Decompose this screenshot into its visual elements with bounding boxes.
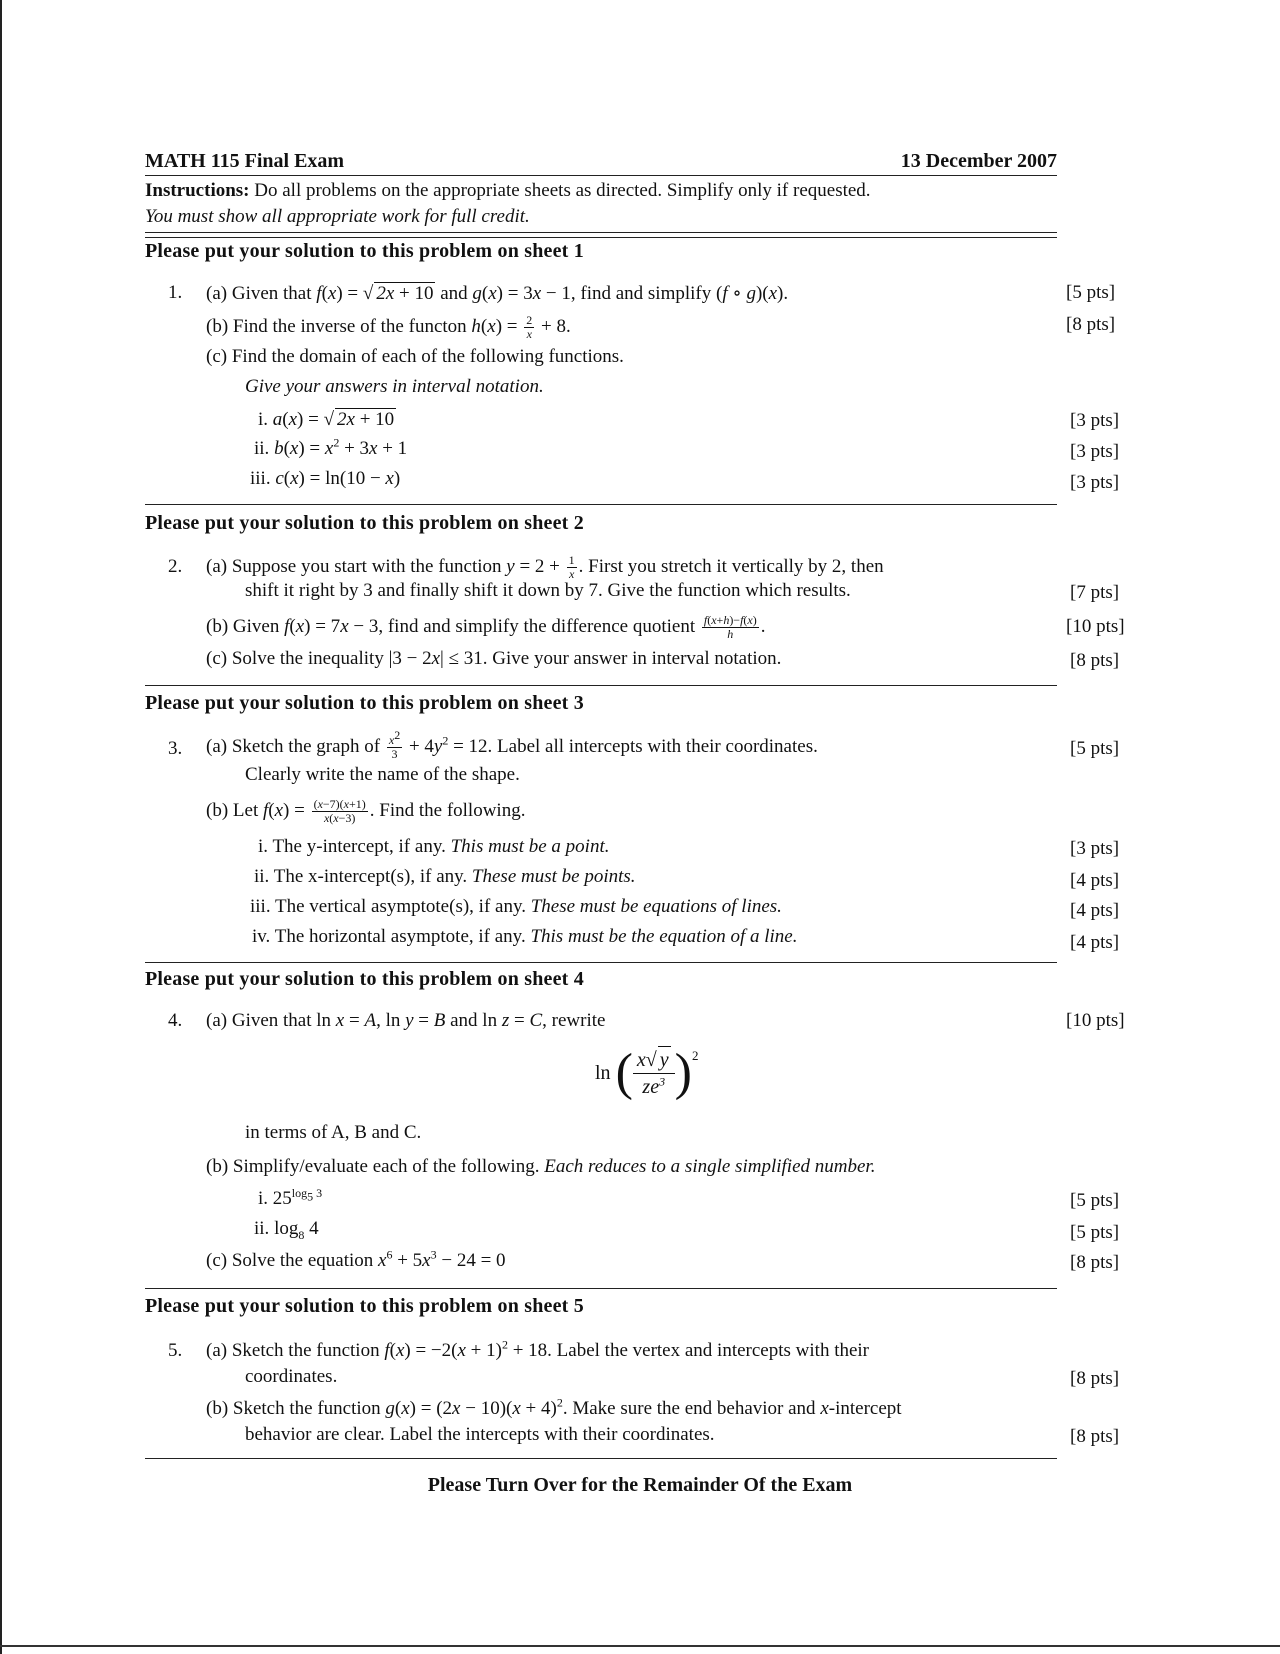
points: [10 pts] bbox=[1066, 616, 1125, 637]
part-text: Simplify/evaluate each of the following. bbox=[232, 1156, 540, 1177]
item-text: The x-intercept(s), if any. bbox=[273, 866, 468, 887]
problem-2b: (b) Given f(x) = 7x − 3, find and simplify the difference quotient $\frac{f(x+h)-f(x)}{h}$ . bbox=[206, 613, 766, 641]
sheet-heading-1: Please put your solution to this problem on sheet 1 bbox=[145, 240, 584, 262]
sheet-heading-2: Please put your solution to this problem on sheet 2 bbox=[145, 512, 584, 534]
item-text: The y-intercept, if any. bbox=[272, 836, 446, 857]
item-label: iii. bbox=[250, 468, 271, 489]
points: [8 pts] bbox=[1070, 1426, 1120, 1447]
part-label: (b) bbox=[206, 799, 229, 821]
part-label: (b) bbox=[206, 315, 229, 337]
problem-3b-iii bbox=[250, 896, 782, 918]
page-left-edge bbox=[0, 0, 2, 1654]
problem-4a-after: in terms of A, B and C. bbox=[245, 1122, 422, 1143]
problem-3a: (a) Sketch the graph of $\frac{x^2}{3}$ + $4y^2 = 12$. Label all intercepts with their coordinates. bbox=[206, 728, 818, 761]
part-label: (a) bbox=[206, 283, 228, 304]
sheet-heading-3: Please put your solution to this problem on sheet 3 bbox=[145, 692, 584, 714]
points: [8 pts] bbox=[1066, 314, 1116, 335]
problem-1c-iii: iii. c(x) = ln(10 − x) bbox=[250, 468, 401, 489]
points: [3 pts] bbox=[1070, 472, 1120, 493]
points: [5 pts] bbox=[1066, 282, 1116, 303]
course-title: MATH 115 Final Exam bbox=[145, 150, 345, 172]
item-label: iv. bbox=[252, 926, 271, 947]
problem-4b-i: i. $25^{log_5 3}$ bbox=[258, 1185, 323, 1209]
points: [10 pts] bbox=[1066, 1010, 1125, 1031]
part-label: (a) bbox=[206, 1340, 228, 1361]
part-label: (c) bbox=[206, 346, 228, 367]
problem-3b-iv bbox=[252, 926, 798, 948]
divider bbox=[145, 1458, 1057, 1459]
divider bbox=[145, 685, 1057, 686]
part-note: Each reduces to a single simplified number. bbox=[544, 1156, 876, 1177]
page-bottom-edge bbox=[0, 1645, 1280, 1647]
problem-3b: (b) Let f(x) = $\frac{(x-7)(x+1)}{x(x-3)}$ . Find the following. bbox=[206, 797, 526, 825]
points: [4 pts] bbox=[1070, 932, 1120, 953]
problem-number: 1. bbox=[168, 282, 183, 303]
item-text: The horizontal asymptote, if any. bbox=[274, 926, 526, 947]
problem-1c-i: i. a(x) = √ 2x + 10 bbox=[258, 409, 395, 430]
points: [5 pts] bbox=[1070, 1222, 1120, 1243]
item-label: ii. bbox=[254, 438, 270, 459]
item-note: This must be the equation of a line. bbox=[530, 926, 798, 947]
points: [3 pts] bbox=[1070, 410, 1120, 431]
part-label: (b) bbox=[206, 1398, 229, 1419]
points: [7 pts] bbox=[1070, 582, 1120, 603]
divider bbox=[145, 1288, 1057, 1289]
part-label: (c) bbox=[206, 1250, 228, 1271]
problem-2a: (a) Suppose you start with the function y = 2 + $\frac{1}{x}$ . First you stretch it vertically by 2, then bbox=[206, 553, 884, 581]
problem-4b-ii: ii. $\log_8 4$ bbox=[254, 1218, 319, 1242]
problem-1c-ii: ii. $b(x) = x^2 + 3x + 1$ bbox=[254, 435, 408, 459]
problem-4a: (a) Given that ln x = A, ln y = B and ln z = C, rewrite bbox=[206, 1010, 606, 1031]
item-note: These must be equations of lines. bbox=[530, 896, 782, 917]
part-label: (a) bbox=[206, 555, 228, 577]
instructions bbox=[145, 178, 1057, 230]
points: [4 pts] bbox=[1070, 900, 1120, 921]
part-label: (a) bbox=[206, 1010, 228, 1031]
problem-2c: (c) Solve the inequality |3 − 2x| ≤ 31. Give your answer in interval notation. bbox=[206, 648, 782, 669]
problem-1a: (a) Given that f(x) = √ 2x + 10 and g(x) = 3x − 1, find and simplify (f ∘ g)(x). bbox=[206, 283, 789, 304]
part-label: (c) bbox=[206, 648, 228, 669]
problem-1b: (b) Find the inverse of the functon h(x) = $\frac{2}{x}$ + 8. bbox=[206, 313, 571, 341]
item-note: This must be a point. bbox=[450, 836, 610, 857]
problem-3b-ii bbox=[254, 866, 636, 888]
item-label: ii. bbox=[254, 1218, 270, 1239]
problem-number: 5. bbox=[168, 1340, 183, 1361]
problem-3b-i bbox=[258, 836, 609, 858]
problem-2a-line2: shift it right by 3 and finally shift it down by 7. Give the function which results. bbox=[245, 580, 851, 601]
instructions-text: Do all problems on the appropriate sheets as directed. Simplify only if requested. bbox=[254, 180, 871, 201]
problem-5b: (b) Sketch the function $g(x) = (2x - 10)(x + 4)^2$. Make sure the end behavior and x-intercept bbox=[206, 1395, 902, 1419]
divider bbox=[145, 504, 1057, 505]
problem-5b-line2: behavior are clear. Label the intercepts with their coordinates. bbox=[245, 1424, 715, 1445]
sheet-heading-4: Please put your solution to this problem on sheet 4 bbox=[145, 968, 584, 990]
item-note: These must be points. bbox=[471, 866, 636, 887]
item-label: ii. bbox=[254, 866, 270, 887]
problem-1c-note: Give your answers in interval notation. bbox=[245, 376, 544, 397]
item-text: The vertical asymptote(s), if any. bbox=[275, 896, 526, 917]
problem-3a-line2: Clearly write the name of the shape. bbox=[245, 764, 520, 785]
problem-4c: (c) Solve the equation $x^6 + 5x^3 - 24 = 0$ bbox=[206, 1247, 506, 1271]
exam-header bbox=[145, 150, 1057, 176]
problem-number: 3. bbox=[168, 738, 183, 759]
item-label: iii. bbox=[250, 896, 271, 917]
item-label: i. bbox=[258, 1188, 269, 1209]
points: [3 pts] bbox=[1070, 838, 1120, 859]
problem-number: 2. bbox=[168, 556, 183, 577]
points: [3 pts] bbox=[1070, 441, 1120, 462]
problem-5a: (a) Sketch the function $f(x) = -2(x + 1)^2 + 18$. Label the vertex and intercepts with their bbox=[206, 1337, 870, 1361]
points: [5 pts] bbox=[1070, 1190, 1120, 1211]
sheet-heading-5: Please put your solution to this problem on sheet 5 bbox=[145, 1295, 584, 1317]
points: [8 pts] bbox=[1070, 1368, 1120, 1389]
divider bbox=[145, 232, 1057, 238]
part-text: Find the domain of each of the following functions. bbox=[231, 346, 624, 367]
part-label: (b) bbox=[206, 1156, 229, 1177]
points: [5 pts] bbox=[1070, 738, 1120, 759]
instructions-lead: Instructions: bbox=[145, 180, 250, 201]
item-label: i. bbox=[258, 836, 269, 857]
exam-date: 13 December 2007 bbox=[900, 150, 1057, 172]
problem-1c bbox=[206, 346, 624, 368]
footer-note: Please Turn Over for the Remainder Of the Exam bbox=[427, 1474, 853, 1496]
divider bbox=[145, 962, 1057, 963]
problem-number: 4. bbox=[168, 1010, 183, 1031]
item-label: i. bbox=[258, 409, 269, 430]
points: [8 pts] bbox=[1070, 650, 1120, 671]
points: [4 pts] bbox=[1070, 870, 1120, 891]
instructions-note: You must show all appropriate work for full credit. bbox=[145, 206, 530, 227]
part-label: (b) bbox=[206, 615, 229, 637]
part-label: (a) bbox=[206, 735, 228, 757]
problem-4b bbox=[206, 1156, 875, 1178]
problem-5a-line2: coordinates. bbox=[245, 1366, 338, 1387]
points: [8 pts] bbox=[1070, 1252, 1120, 1273]
display-equation: ln ( $\frac{x√ y}{ze^3}$ ) 2 bbox=[595, 1044, 699, 1101]
